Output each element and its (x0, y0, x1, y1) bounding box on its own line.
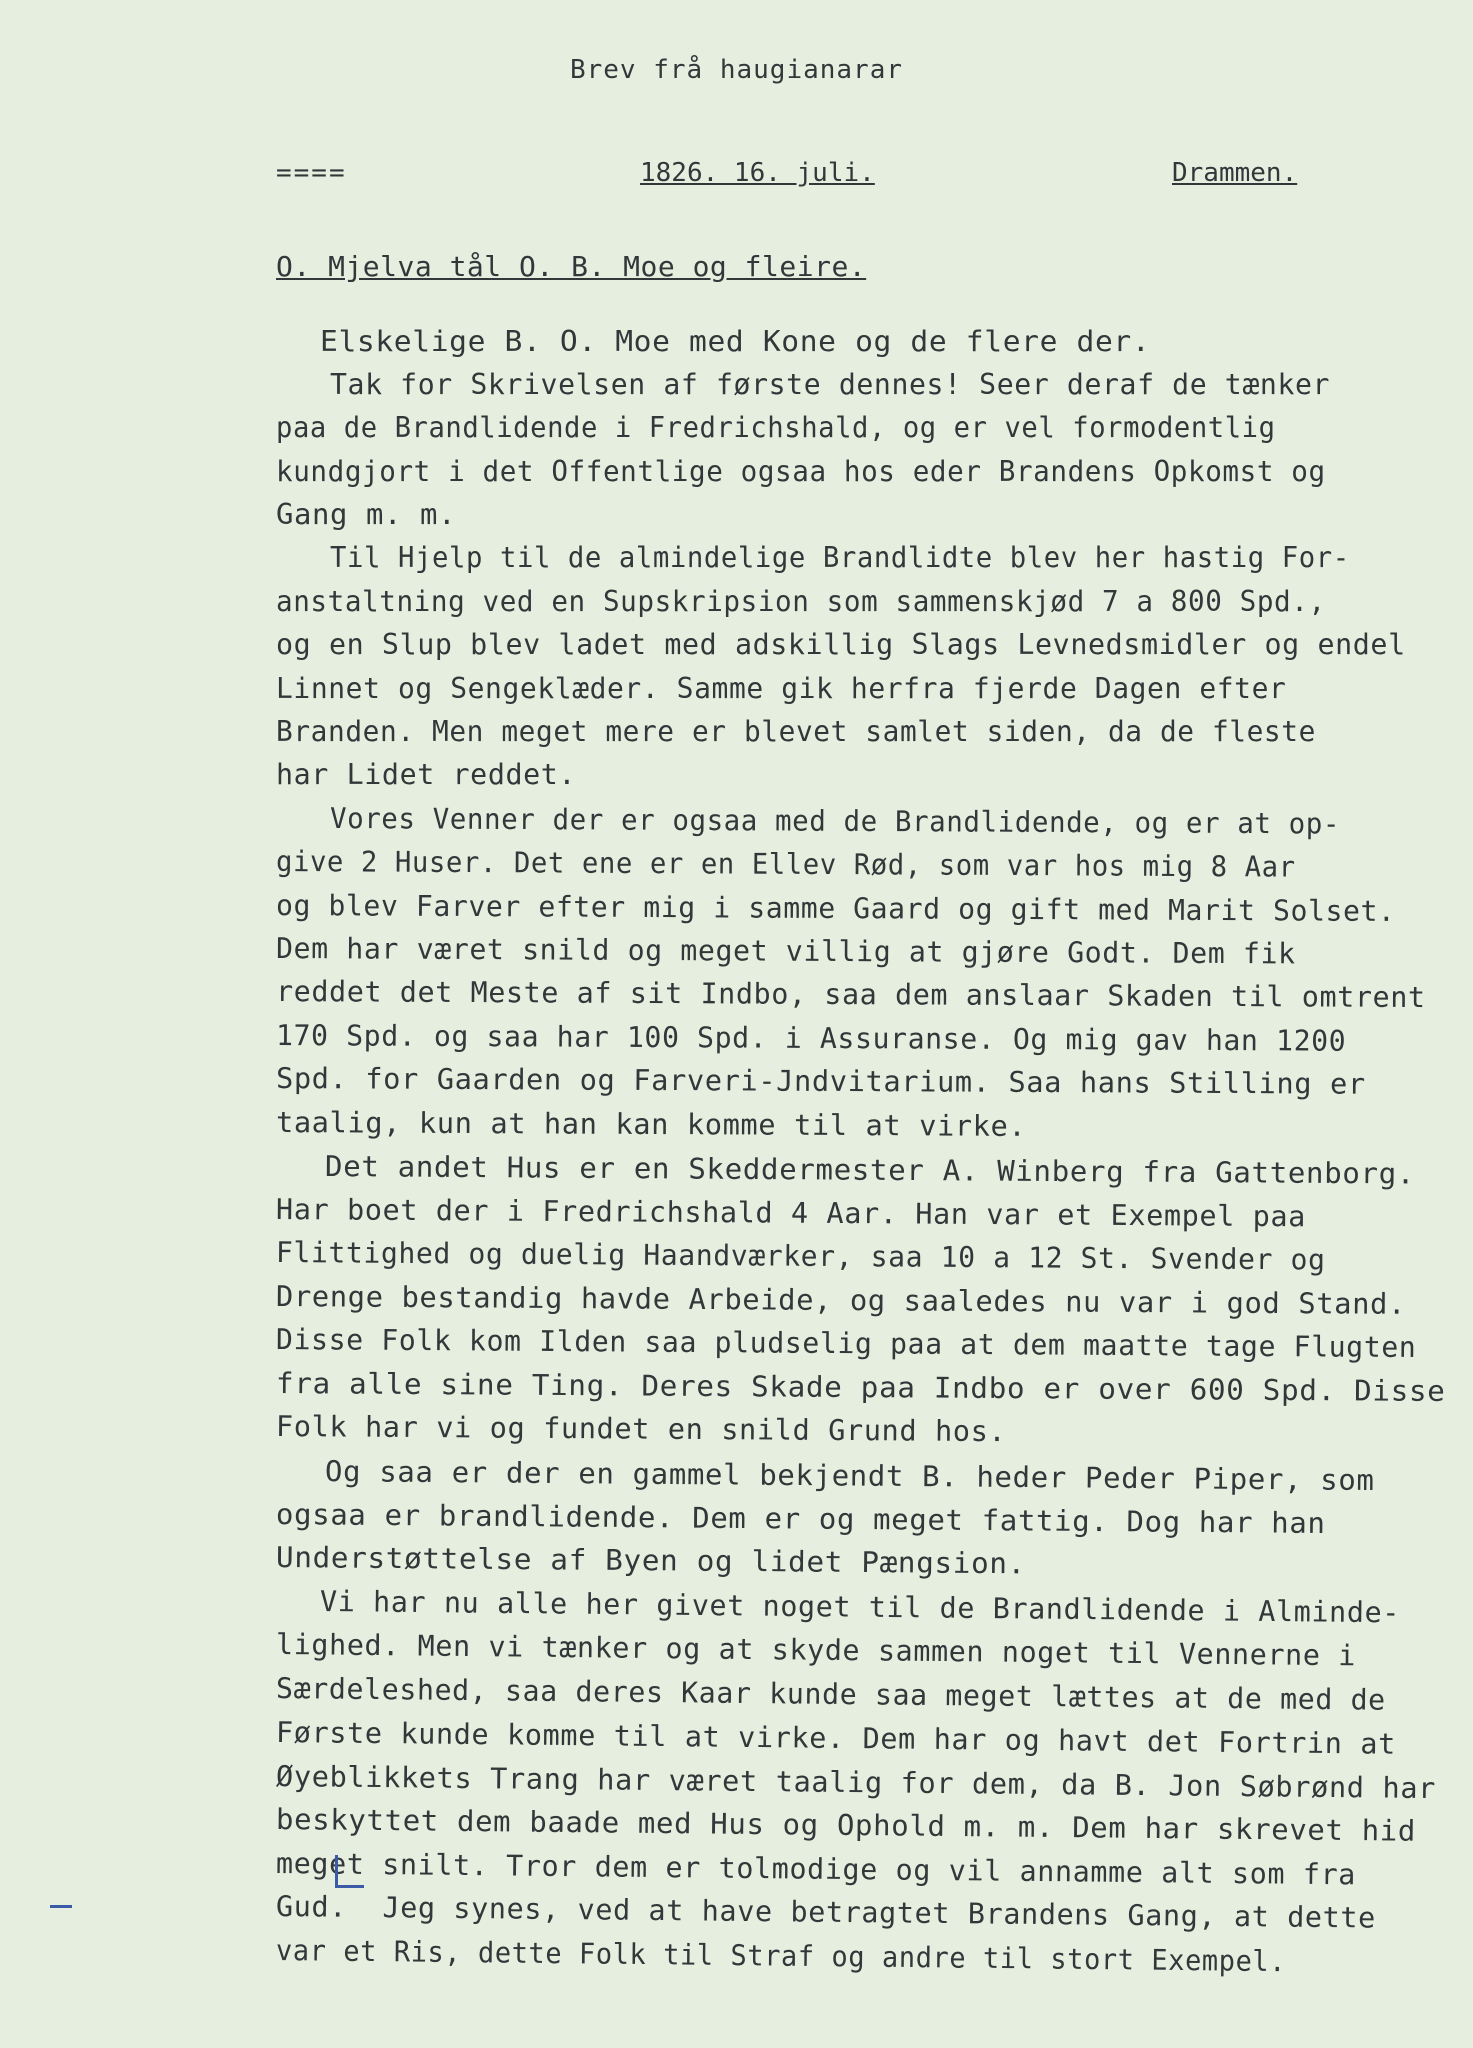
letter-line: reddet det Meste af sit Indbo, saa dem anslaar Skaden til omtrent (275, 975, 1426, 1015)
letter-line: og blev Farver efter mig i samme Gaard og gift med Marit Solset. (275, 889, 1396, 928)
letter-line: Har boet der i Fredrichshald 4 Aar. Han var et Exempel paa (275, 1193, 1307, 1234)
letter-line: ogsaa er brandlidende. Dem er og meget fattig. Dog har han (275, 1498, 1326, 1540)
letter-line: Linnet og Sengeklæder. Samme gik herfra fjerde Dagen efter (276, 672, 1287, 705)
letter-date: 1826. 16. juli. (640, 158, 875, 188)
letter-line: paa de Brandlidende i Fredrichshald, og er vel formodentlig (276, 411, 1276, 444)
letter-line: Drenge bestandig havde Arbeide, og saaledes nu var i god Stand. (275, 1280, 1407, 1321)
letter-line: Det andet Hus er en Skeddermester A. Winberg fra Gattenborg. (324, 1150, 1416, 1191)
letter-line: var et Ris, dette Folk til Straf og andre til stort Exempel. (275, 1934, 1287, 1979)
letter-line: 170 Spd. og saa har 100 Spd. i Assuranse. Og mig gav han 1200 (275, 1019, 1347, 1058)
letter-line: Branden. Men meget mere er blevet samlet siden, da de fleste (276, 715, 1316, 748)
letter-line: Folk har vi og fundet en snild Grund hos. (275, 1410, 1007, 1449)
letter-line: fra alle sine Ting. Deres Skade paa Indbo er over 600 Spd. Disse (275, 1367, 1446, 1408)
letter-line: Understøttelse af Byen og lidet Pængsion. (275, 1541, 1027, 1581)
letter-line: meget snilt. Tror dem er tolmodige og vil annamme alt som fra (275, 1847, 1357, 1892)
letter-line: og en Slup blev ladet med adskillig Slags Levnedsmidler og endel (276, 628, 1406, 661)
letter-line: Disse Folk kom Ilden saa pludselig paa at dem maatte tage Flugten (275, 1323, 1417, 1365)
letter-place: Drammen. (1172, 158, 1298, 188)
letter-line: Vores Venner der er ogsaa med de Brandlidende, og er at op- (329, 802, 1341, 841)
letter-line: Gud. Jeg synes, ved at have betragtet Brandens Gang, at dette (275, 1890, 1377, 1935)
letter-line: Flittighed og duelig Haandværker, saa 10 a 12 St. Svender og (275, 1236, 1326, 1277)
letter-line: Til Hjelp til de almindelige Brandlidte blev her hastig For- (330, 541, 1350, 574)
letter-line: Tak for Skrivelsen af første dennes! Seer deraf de tænker (330, 368, 1331, 401)
letter-line: Gang m. m. (276, 498, 457, 531)
letter-line: give 2 Huser. Det ene er en Ellev Rød, som var hos mig 8 Aar (275, 845, 1296, 884)
letter-line: Øyeblikkets Trang har været taalig for dem, da B. Jon Søbrønd har (275, 1760, 1437, 1806)
letter-line: Spd. for Gaarden og Farveri-Jndvitarium. Saa hans Stilling er (275, 1062, 1366, 1101)
letter-line: beskyttet dem baade med Hus og Ophold m. m. Dem har skrevet hid (275, 1803, 1417, 1848)
collection-title: Brev frå haugianarar (569, 55, 904, 85)
rule-mark: ==== (276, 158, 347, 188)
letter-line: kundgjort i det Offentlige ogsaa hos eder Brandens Opkomst og (276, 455, 1326, 488)
letter-line: Og saa er der en gammel bekjendt B. heder Peder Piper, som (324, 1455, 1375, 1497)
letter-line: Særdeleshed, saa deres Kaar kunde saa meget lættes at de med de (275, 1672, 1386, 1717)
letter-line: Dem har været snild og meget villig at gjøre Godt. Dem fik (275, 932, 1296, 971)
letter-line: anstaltning ved en Supskripsion som sammenskjød 7 a 800 Spd., (276, 585, 1326, 618)
margin-pen-mark (50, 1905, 72, 1908)
letter-address: O. Mjelva tål O. B. Moe og fleire. (276, 250, 867, 283)
letter-line: Elskelige B. O. Moe med Kone og de flere der. (320, 325, 1151, 358)
letter-line: Vi har nu alle her givet noget til de Brandlidende i Alminde- (319, 1585, 1401, 1630)
handwritten-insertion-mark (335, 1855, 364, 1888)
letter-line: taalig, kun at han kan komme til at virke. (275, 1106, 1027, 1143)
letter-line: Første kunde komme til at virke. Dem har og havt det Fortrin at (275, 1716, 1397, 1761)
letter-line: har Lidet reddet. (276, 758, 577, 791)
letter-line: lighed. Men vi tænker og at skyde sammen noget til Vennerne i (275, 1628, 1357, 1673)
